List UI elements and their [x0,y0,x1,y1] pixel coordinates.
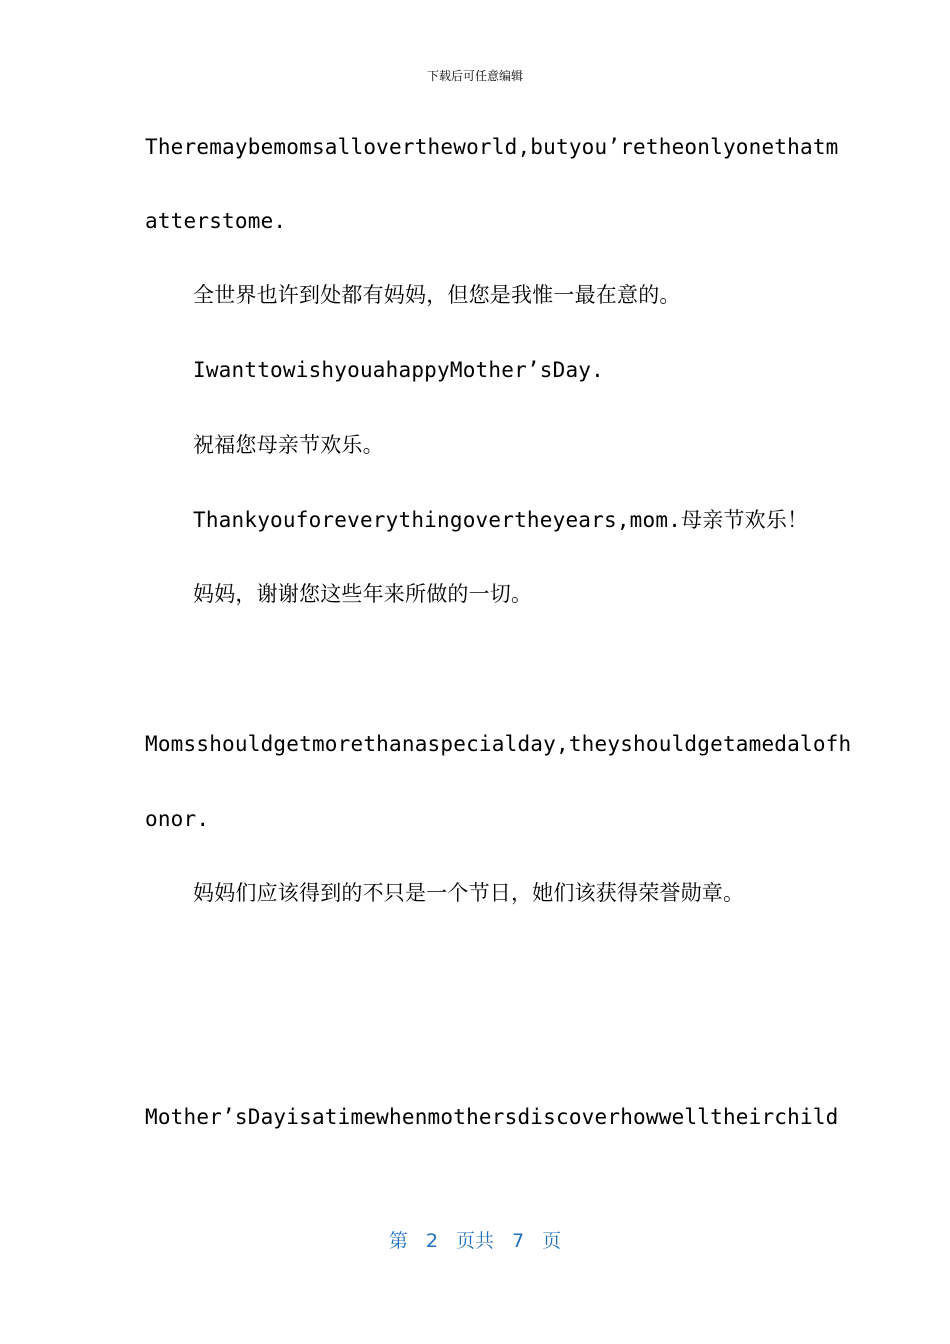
text-line-english: onor. [145,807,210,831]
text-line-english: IwanttowishyouahappyMother’sDay. [193,358,604,382]
text-line-mixed: Thankyouforeverythingovertheyears,mom.母亲节欢乐！ [193,508,809,532]
text-line-english: Momsshouldgetmorethanaspecialday,theyshouldgetamedalofh [145,732,852,756]
text-line-english: Theremaybemomsallovertheworld,butyou’retheonlyonethatm [145,135,839,159]
text-line-chinese: 妈妈，谢谢您这些年来所做的一切。 [193,582,533,606]
text-line-english: atterstome. [145,209,287,233]
text-line-chinese: 妈妈们应该得到的不只是一个节日，她们该获得荣誉勋章。 [193,881,745,905]
page-number-footer: 第 2 页共 7 页 [388,1230,562,1252]
text-line-english: Mother’sDayisatimewhenmothersdiscoverhowwelltheirchild [145,1105,839,1129]
header-note: 下载后可任意编辑 [426,69,523,83]
text-line-chinese: 祝福您母亲节欢乐。 [193,433,384,457]
text-line-chinese: 全世界也许到处都有妈妈，但您是我惟一最在意的。 [193,283,681,307]
